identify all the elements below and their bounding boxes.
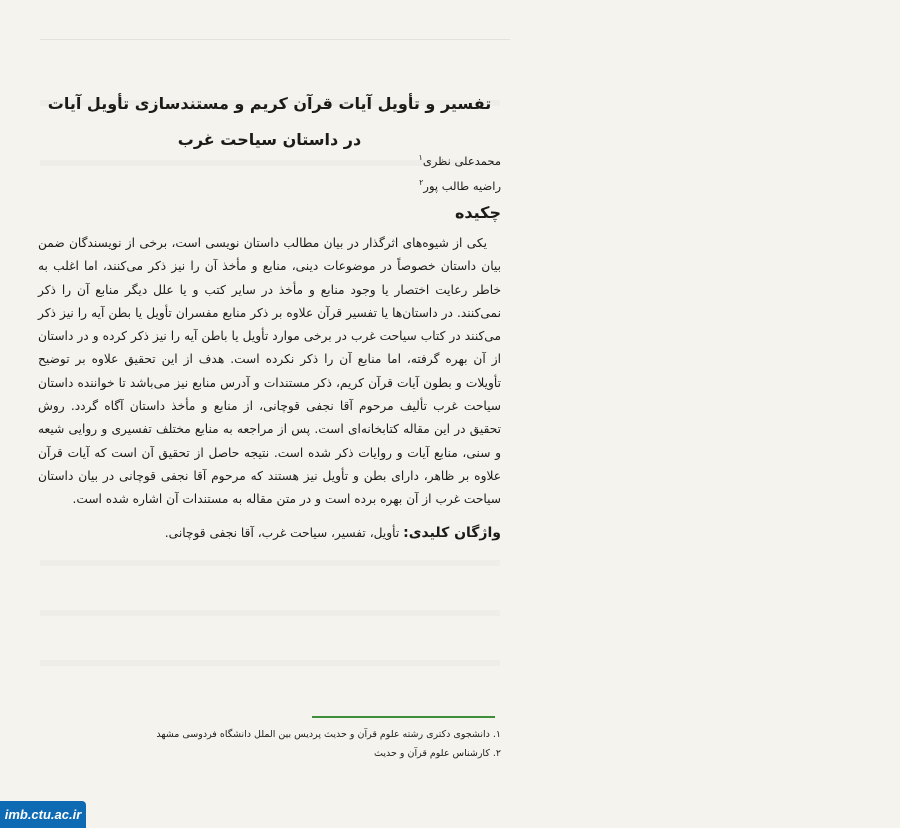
- author-name: محمدعلی نظری: [422, 153, 501, 168]
- footnote-2: ۲. کارشناس علوم قرآن و حدیث: [374, 748, 501, 759]
- article-title-line2: در داستان سیاحت غرب: [177, 130, 362, 149]
- site-watermark-logo: imb.ctu.ac.ir: [0, 801, 86, 828]
- keywords-label: واژگان کلیدی:: [403, 525, 501, 541]
- footnote-divider: [312, 716, 495, 718]
- footnote-marker: ۱: [418, 153, 423, 162]
- abstract-paragraph: یکی از شیوه‌های اثرگذار در بیان مطالب داستان نویسی است، برخی از نویسندگان ضمن بیان داستان خصوصاً در موضوعات دینی، منابع و مأخذ آن را نیز ذکر می‌کنند، اما اغلب به خاطر رعایت اختصار یا وجود منابع و مأخذ در سایر کتب و یا علل دیگر منابع آن را ذکر نمی‌کنند. در داستان‌ها یا تفسیر قرآن علاوه بر ذکر منابع مفسران تأویل یا بطن آیه را نیز ذکر می‌کنند در کتاب سیاحت غرب در برخی موارد تأویل یا باطن آیه را نیز ذکر کرده و در داستان از آن بهره گرفته، اما منابع آن را ذکر نکرده است. هدف از این تحقیق علاوه بر توضیح تأویلات و بطون آیات قرآن کریم، ذکر مستندات و آدرس منابع نیز می‌باشد تا خواننده داستان سیاحت غرب تألیف مرحوم آقا نجفی قوچانی، از منابع و مأخذ داستان آگاه گردد. روش تحقیق در این مقاله کتابخانه‌ای است. پس از مراجعه به منابع مختلف تفسیری و روایی شیعه و سنی، منابع آیات و روایات ذکر شده است. نتیجه حاصل از تحقیق آن است که آیات قرآن علاوه بر ظاهر، دارای بطن و تأویل نیز هستند که مرحوم آقا نجفی قوچانی در بیان داستان سیاحت غرب از آن بهره برده است و در متن مقاله به مستندات آن اشاره شده است.: [38, 236, 501, 507]
- author-1: [419, 153, 501, 168]
- article-title-line1: تفسیر و تأویل آیات قرآن کریم و مستندسازی تأویل آیات: [47, 94, 492, 113]
- article-column: [38, 0, 501, 828]
- footnote-1: ۱. دانشجوی دکتری رشته علوم قرآن و حدیث پردیس بین الملل دانشگاه فردوسی مشهد: [156, 729, 501, 740]
- keywords-text: تأویل، تفسیر، سیاحت غرب، آقا نجفی قوچانی.: [164, 526, 400, 540]
- footnote-marker: ۲: [419, 178, 424, 187]
- abstract-body: [38, 232, 501, 512]
- abstract-heading: چکیده: [454, 203, 501, 222]
- keywords-line: [165, 525, 501, 541]
- author-2: [419, 178, 501, 193]
- author-name: راضیه طالب پور: [423, 178, 501, 193]
